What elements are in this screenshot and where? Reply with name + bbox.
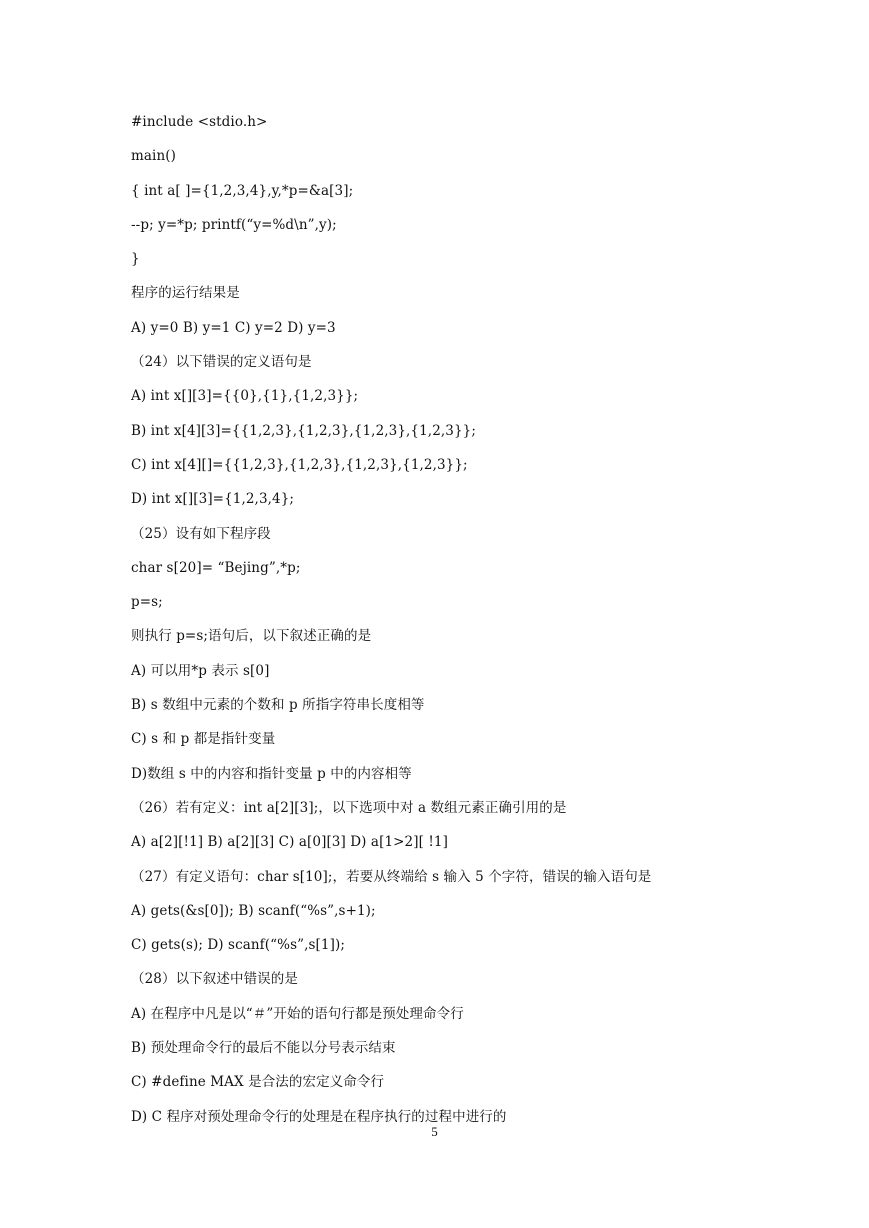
text-line: char s[20]= “Bejing”,*p; — [131, 559, 301, 576]
answer-option: C) s 和 p 都是指针变量 — [131, 731, 276, 748]
text-line: --p; y=*p; printf(“y=%d\n”,y); — [131, 216, 337, 233]
text-line: 则执行 p=s;语句后，以下叙述正确的是 — [131, 628, 372, 645]
text-line: 程序的运行结果是 — [131, 285, 240, 302]
page-number: 5 — [431, 1124, 438, 1139]
answer-option: C) gets(s); D) scanf(“%s”,s[1]); — [131, 937, 345, 954]
text-line: #include <stdio.h> — [131, 114, 268, 130]
answer-option: A) a[2][!1] B) a[2][3] C) a[0][3] D) a[1>2][ !1] — [131, 834, 448, 851]
answer-option: D) C 程序对预处理命令行的处理是在程序执行的过程中进行的 — [131, 1108, 507, 1125]
answer-option: A) 在程序中凡是以“＃”开始的语句行都是预处理命令行 — [131, 1005, 464, 1022]
text-line: main() — [131, 148, 176, 165]
document-body — [131, 110, 771, 1139]
question-heading: （27）有定义语句：char s[10];，若要从终端给 s 输入 5 个字符，错误的输入语句是 — [131, 868, 652, 885]
answer-option: A) gets(&s[0]); B) scanf(“%s”,s+1); — [131, 902, 376, 919]
answer-option: B) 预处理命令行的最后不能以分号表示结束 — [131, 1040, 396, 1057]
answer-option: A) 可以用*p 表示 s[0] — [131, 662, 270, 679]
answer-option: D)数组 s 中的内容和指针变量 p 中的内容相等 — [131, 765, 412, 782]
answer-option: B) int x[4][3]={{1,2,3},{1,2,3},{1,2,3},{1,2,3}}; — [131, 422, 476, 439]
answer-option: A) int x[][3]={{0},{1},{1,2,3}}; — [131, 388, 359, 405]
question-heading: （26）若有定义：int a[2][3];，以下选项中对 a 数组元素正确引用的是 — [131, 799, 567, 816]
answer-option: C) #define MAX 是合法的宏定义命令行 — [131, 1074, 385, 1091]
text-line: } — [131, 251, 140, 268]
text-line: A) y=0 B) y=1 C) y=2 D) y=3 — [131, 319, 336, 336]
answer-option: D) int x[][3]={1,2,3,4}; — [131, 491, 295, 508]
question-heading: （25）设有如下程序段 — [131, 525, 271, 542]
question-heading: （28）以下叙述中错误的是 — [131, 971, 298, 988]
text-line: { int a[ ]={1,2,3,4},y,*p=&a[3]; — [131, 182, 354, 199]
answer-option: B) s 数组中元素的个数和 p 所指字符串长度相等 — [131, 697, 425, 714]
question-heading: （24）以下错误的定义语句是 — [131, 354, 312, 371]
text-line: p=s; — [131, 594, 163, 611]
answer-option: C) int x[4][]={{1,2,3},{1,2,3},{1,2,3},{1,2,3}}; — [131, 456, 468, 473]
